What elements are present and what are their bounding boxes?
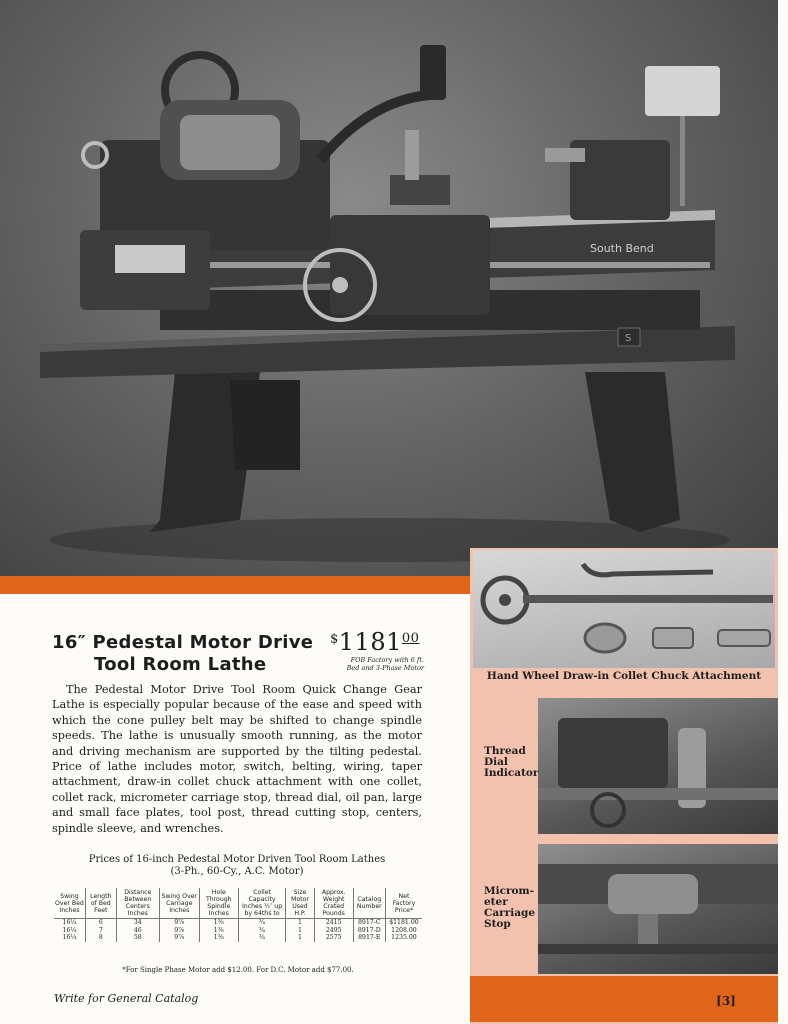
col-header: Hole Through Spindle Inches <box>199 888 238 919</box>
catalog-note: Write for General Catalog <box>54 992 199 1005</box>
price <box>330 628 470 656</box>
table-cell: 9⅞ <box>159 934 199 942</box>
col-header: Length of Bed Feet <box>85 888 116 919</box>
fob-line1: FOB Factory with 6 ft. <box>350 656 424 664</box>
table-row <box>54 919 422 927</box>
table-cell: 16¼ <box>54 934 85 942</box>
table-cell: 9⅞ <box>159 919 199 927</box>
table-cell: 1235.00 <box>391 934 417 942</box>
micrometer-stop-caption: Microm- eter Carriage Stop <box>484 885 536 930</box>
thread-dial-caption: Thread Dial Indicator <box>484 745 539 779</box>
table-row <box>54 927 422 935</box>
thread-dial-illustration <box>538 698 778 834</box>
table-cell: ¾ <box>239 927 286 935</box>
table-cell: 8917-E <box>353 934 385 942</box>
col-header: Swing Over Bed Inches <box>54 888 85 919</box>
col-header: Size Motor Used H.P. <box>286 888 315 919</box>
table-cell: 8917-D <box>353 927 385 935</box>
table-cell: 1⅜ <box>199 927 238 935</box>
price-dollar-sign: $ <box>330 632 339 647</box>
micrometer-stop-illustration <box>538 844 778 974</box>
table-cell: 2415 <box>314 919 353 927</box>
bed-lettering: South Bend <box>590 242 654 255</box>
table-cell: 1⅜ <box>199 919 238 927</box>
table-cell: 1⅜ <box>199 934 238 942</box>
pedestal-badge: S <box>625 333 632 344</box>
col-header: Approx. Weight Crated Pounds <box>314 888 353 919</box>
table-title-line1: Prices of 16-inch Pedestal Motor Driven Tool Room Lathes <box>88 854 386 865</box>
table-cell: 46 <box>116 927 159 935</box>
col-header: Swing Over Carriage Inches <box>159 888 199 919</box>
table-cell: 6 <box>85 919 116 927</box>
table-cell: ¾ <box>239 919 286 927</box>
fob-line2: Bed and 3-Phase Motor <box>346 663 424 672</box>
table-header-row <box>54 888 422 919</box>
handwheel-caption: Hand Wheel Draw-in Collet Chuck Attachment <box>486 670 762 682</box>
table-cell: 7 <box>85 927 116 935</box>
table-cell: 16¼ <box>54 919 85 927</box>
table-cell: 8917-C <box>353 919 385 927</box>
table-cell: 1 <box>286 927 315 935</box>
page-title-line1: 16″ Pedestal Motor Drive <box>52 632 314 653</box>
price-cents: 00 <box>401 631 420 646</box>
table-cell: 58 <box>116 934 159 942</box>
table-cell: 8 <box>85 934 116 942</box>
table-footnote: *For Single Phase Motor add $12.00. For D.C. Motor add $77.00. <box>122 966 354 974</box>
page-title-line2: Tool Room Lathe <box>94 654 267 675</box>
price-table <box>54 888 422 942</box>
table-cell: 1208.00 <box>391 926 417 934</box>
table-cell: 16¼ <box>54 927 85 935</box>
micrometer-stop-photo <box>538 844 778 974</box>
price-dollars: 1181 <box>338 628 402 656</box>
table-row <box>54 934 422 942</box>
page-number: [3] <box>716 994 736 1008</box>
col-header: Net Factory Price* <box>385 888 422 919</box>
detail-photos-column <box>470 548 778 1024</box>
orange-divider <box>0 576 470 594</box>
table-cell: ¾ <box>239 934 286 942</box>
col-header: Collet Capacity Inches ½″ up by 64ths to <box>239 888 286 919</box>
table-title <box>52 854 422 878</box>
table-cell: 1 <box>286 934 315 942</box>
table-cell: 2575 <box>314 934 353 942</box>
description-paragraph: The Pedestal Motor Drive Tool Room Quick Change Gear Lathe is especially popular because of the ease and speed with which the cone pulley belt may be shifted to change spindle speeds. The lathe is unusually smooth running, as the motor and driving mechanism are supported by the tilting pedestal. Price of lathe includes motor, switch, belting, wiring, taper attachment, draw-in collet chuck attachment with one collet, collet rack, micrometer carriage stop, thread dial, oil pan, large and small face plates, tool post, thread cutting stop, centers, spindle sleeve, and wrenches. <box>52 683 422 835</box>
fob-note <box>324 657 424 672</box>
table-cell: $1181.00 <box>389 919 419 926</box>
handwheel-photo <box>473 550 775 668</box>
table-cell: 9⅞ <box>159 927 199 935</box>
price-block <box>330 628 470 656</box>
table-cell: 34 <box>116 919 159 927</box>
col-header: Catalog Number <box>353 888 385 919</box>
table-cell: 2495 <box>314 927 353 935</box>
handwheel-illustration <box>473 550 775 668</box>
table-cell: 1 <box>286 919 315 927</box>
thread-dial-photo <box>538 698 778 834</box>
col-header: Distance Between Centers Inches <box>116 888 159 919</box>
table-title-line2: (3-Ph., 60-Cy., A.C. Motor) <box>170 866 304 877</box>
